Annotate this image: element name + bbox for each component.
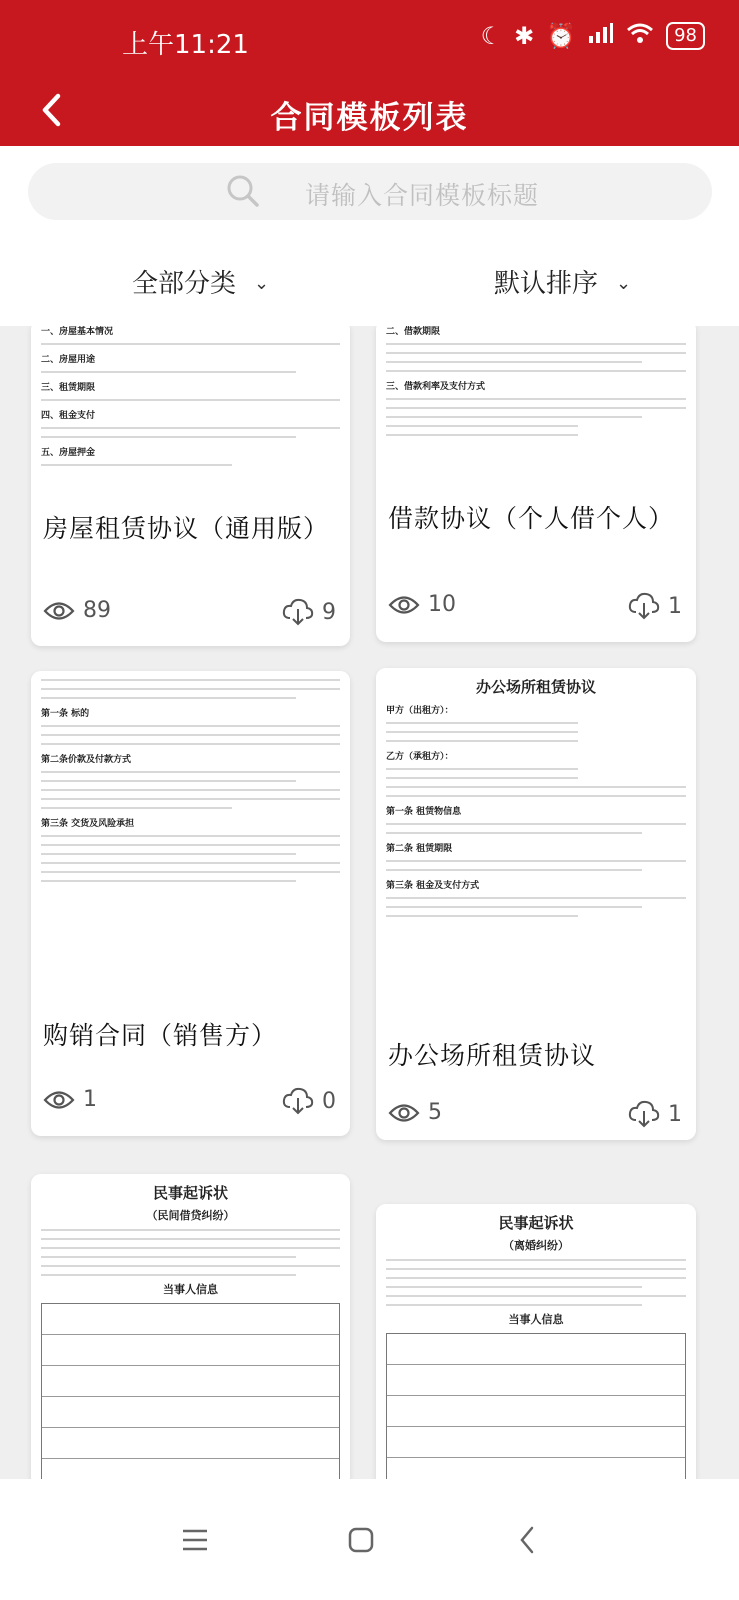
- category-filter-label: 全部分类: [132, 269, 237, 299]
- system-navigation-bar: [0, 1480, 739, 1600]
- preview-section-title: 当事人信息: [163, 1283, 218, 1296]
- preview-heading: 第一条 租赁物信息: [386, 807, 462, 817]
- card-title: 办公场所租赁协议: [388, 1041, 597, 1070]
- view-count: [43, 1087, 97, 1112]
- card-stats: [43, 598, 336, 630]
- cloud-download-icon: [628, 592, 660, 620]
- moon-icon: ☾: [480, 22, 503, 50]
- sort-filter-label: 默认排序: [494, 269, 599, 299]
- preview-doc-title: 民事起诉状: [498, 1214, 574, 1232]
- preview-doc-subtitle: （离婚纠纷）: [503, 1239, 569, 1252]
- view-count-value: 1: [83, 1087, 97, 1112]
- view-count: [388, 592, 456, 617]
- preview-heading: 二、房屋用途: [41, 355, 96, 365]
- preview-heading: 甲方（出租方）：: [386, 706, 454, 716]
- cloud-download-icon: [282, 1087, 314, 1115]
- template-card[interactable]: [31, 671, 350, 1136]
- preview-heading: 三、借款利率及支付方式: [386, 382, 486, 392]
- card-stats: [43, 1087, 336, 1119]
- template-card[interactable]: [376, 1204, 696, 1479]
- card-title: 房屋租赁协议（通用版）: [43, 514, 330, 543]
- download-count[interactable]: [282, 1087, 336, 1115]
- home-button[interactable]: [341, 1520, 381, 1560]
- chevron-down-icon: ⌄: [616, 273, 632, 294]
- cloud-download-icon: [628, 1100, 660, 1128]
- status-icons: [481, 22, 705, 50]
- preview-heading: 第三条 交货及风险承担: [41, 819, 135, 829]
- card-stats: [388, 592, 682, 624]
- preview-heading: 五、房屋押金: [41, 448, 96, 458]
- preview-heading: 第三条 租金及支付方式: [386, 881, 480, 891]
- card-title: 购销合同（销售方）: [43, 1021, 278, 1050]
- menu-button[interactable]: [175, 1520, 215, 1560]
- title-bar: [0, 84, 739, 146]
- menu-icon: [180, 1527, 210, 1553]
- download-count[interactable]: [628, 592, 682, 620]
- system-back-button[interactable]: [507, 1520, 547, 1560]
- search-placeholder: 请输入合同模板标题: [305, 181, 540, 210]
- template-preview: [376, 1204, 696, 1479]
- view-count: [43, 598, 111, 623]
- template-preview: [376, 326, 696, 480]
- view-count-value: 10: [428, 592, 456, 617]
- preview-doc-subtitle: （民间借贷纠纷）: [146, 1209, 235, 1222]
- preview-heading: 三、租赁期限: [41, 383, 96, 393]
- template-card[interactable]: [31, 1174, 350, 1479]
- preview-doc-title: 办公场所租赁协议: [475, 678, 596, 696]
- cloud-download-icon: [282, 598, 314, 626]
- template-preview: [31, 326, 350, 500]
- bluetooth-icon: ✱: [514, 22, 535, 50]
- search-icon: [225, 173, 261, 209]
- preview-doc-title: 民事起诉状: [152, 1184, 228, 1202]
- page-title: 合同模板列表: [270, 100, 469, 136]
- eye-icon: [388, 594, 420, 616]
- status-time: 上午11:21: [122, 30, 249, 60]
- template-card[interactable]: [376, 326, 696, 642]
- preview-heading: 第二条价款及付款方式: [41, 755, 132, 765]
- download-count-value: 0: [322, 1088, 336, 1114]
- template-preview: [31, 1174, 350, 1479]
- download-count-value: 9: [322, 599, 336, 625]
- sort-filter[interactable]: [494, 263, 631, 300]
- eye-icon: [43, 600, 75, 622]
- download-count[interactable]: [282, 598, 336, 626]
- eye-icon: [43, 1089, 75, 1111]
- card-title: 借款协议（个人借个人）: [388, 504, 675, 533]
- status-bar: [0, 0, 739, 84]
- battery-indicator: 98: [666, 22, 705, 50]
- view-count-value: 89: [83, 598, 111, 623]
- preview-section-title: 当事人信息: [508, 1313, 564, 1326]
- eye-icon: [388, 1102, 420, 1124]
- category-filter[interactable]: [132, 263, 269, 300]
- alarm-icon: ⏰: [546, 22, 577, 50]
- template-card[interactable]: [31, 326, 350, 646]
- preview-table: [41, 1303, 340, 1479]
- template-preview: [376, 668, 696, 1018]
- view-count-value: 5: [428, 1100, 442, 1125]
- template-list: [0, 326, 739, 1479]
- preview-heading: 第一条 标的: [41, 709, 90, 719]
- preview-heading: 四、租金支付: [41, 411, 96, 421]
- back-icon: [517, 1525, 537, 1555]
- chevron-down-icon: ⌄: [254, 273, 270, 294]
- download-count-value: 1: [668, 593, 682, 619]
- home-icon: [347, 1526, 375, 1554]
- search-input[interactable]: [28, 163, 712, 220]
- download-count[interactable]: [628, 1100, 682, 1128]
- download-count-value: 1: [668, 1101, 682, 1127]
- card-stats: [388, 1100, 682, 1132]
- preview-heading: 二、借款期限: [386, 327, 441, 337]
- signal-icon: [588, 22, 614, 50]
- wifi-icon: [626, 22, 654, 50]
- template-card[interactable]: [376, 668, 696, 1140]
- preview-heading: 第二条 租赁期限: [386, 844, 453, 854]
- filter-bar: [0, 246, 739, 318]
- preview-heading: 乙方（承租方）：: [386, 752, 454, 762]
- view-count: [388, 1100, 442, 1125]
- preview-heading: 一、房屋基本情况: [41, 327, 114, 337]
- preview-table: [386, 1333, 686, 1479]
- template-preview: [31, 671, 350, 1001]
